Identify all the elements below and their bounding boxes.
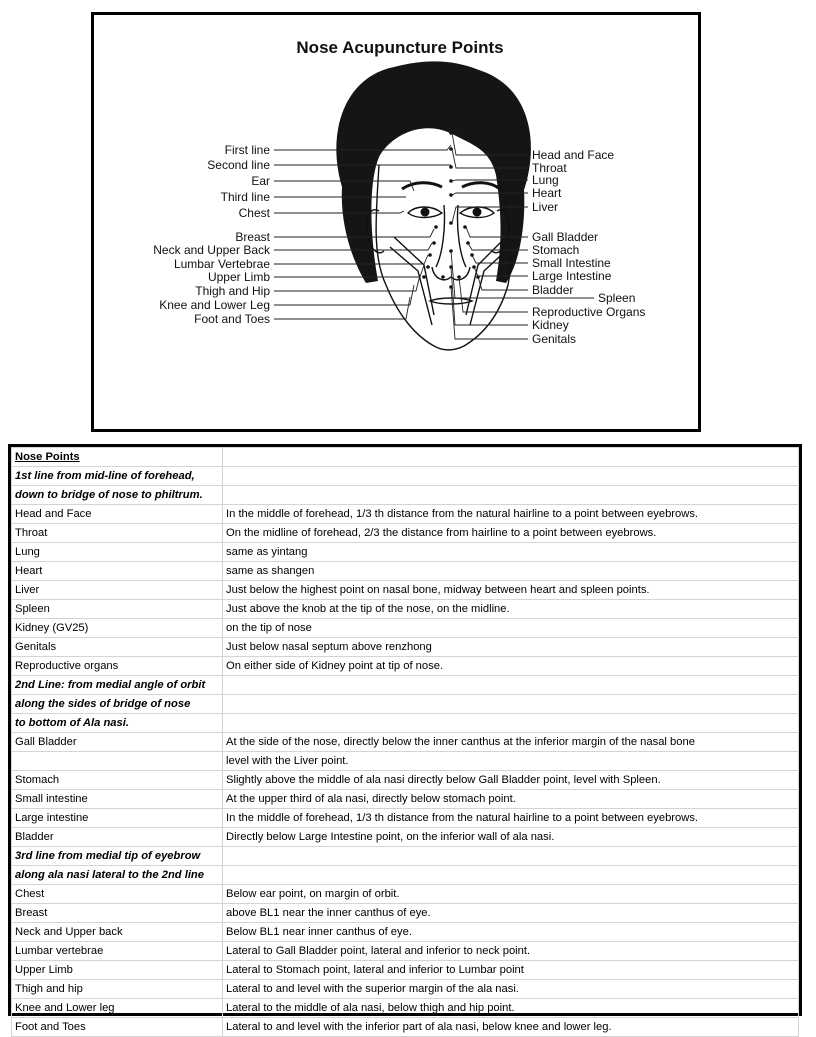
table-row bbox=[12, 999, 799, 1018]
point-name-cell: Kidney (GV25) bbox=[12, 619, 223, 638]
section-heading-row bbox=[12, 847, 799, 866]
point-description-cell bbox=[223, 467, 799, 486]
table-row bbox=[12, 752, 799, 771]
leader-line bbox=[459, 277, 528, 312]
table-row bbox=[12, 1018, 799, 1037]
diagram-right-label: Heart bbox=[532, 186, 562, 200]
table-row bbox=[12, 733, 799, 752]
table-row bbox=[12, 942, 799, 961]
table-header-row bbox=[12, 448, 799, 467]
point-description-cell: At the upper third of ala nasi, directly below stomach point. bbox=[223, 790, 799, 809]
right-pupil bbox=[473, 208, 482, 217]
diagram-right-label: Lung bbox=[532, 173, 559, 187]
point-description-cell: on the tip of nose bbox=[223, 619, 799, 638]
point-description-cell bbox=[223, 714, 799, 733]
left-eyebrow bbox=[402, 183, 442, 189]
table-row bbox=[12, 524, 799, 543]
table-row bbox=[12, 543, 799, 562]
point-description-cell: same as shangen bbox=[223, 562, 799, 581]
point-name-cell: along ala nasi lateral to the 2nd line bbox=[12, 866, 223, 885]
right-eyebrow bbox=[462, 183, 500, 189]
point-description-cell: Directly below Large Intestine point, on the inferior wall of ala nasi. bbox=[223, 828, 799, 847]
diagram-left-label: Second line bbox=[207, 158, 270, 172]
diagram-right-label: Head and Face bbox=[532, 148, 615, 162]
section-heading-row bbox=[12, 695, 799, 714]
table-row bbox=[12, 980, 799, 999]
diagram-left-label: Knee and Lower Leg bbox=[159, 298, 270, 312]
table-row bbox=[12, 600, 799, 619]
diagram-left-label: First line bbox=[224, 143, 270, 157]
left-label-group bbox=[153, 143, 451, 326]
point-description-cell bbox=[223, 847, 799, 866]
diagram-left-label: Breast bbox=[235, 230, 270, 244]
diagram-title: Nose Acupuncture Points bbox=[296, 38, 504, 57]
diagram-right-label: Large Intestine bbox=[532, 269, 612, 283]
point-name-cell: Large intestine bbox=[12, 809, 223, 828]
diagram-left-label: Lumbar Vertebrae bbox=[173, 257, 270, 271]
point-description-cell: Below ear point, on margin of orbit. bbox=[223, 885, 799, 904]
table-row bbox=[12, 790, 799, 809]
table-row bbox=[12, 961, 799, 980]
diagram-left-label: Upper Limb bbox=[207, 270, 270, 284]
section-heading-row bbox=[12, 467, 799, 486]
point-description-cell: Slightly above the middle of ala nasi directly below Gall Bladder point, level with Spleen. bbox=[223, 771, 799, 790]
point-name-cell: Lumbar vertebrae bbox=[12, 942, 223, 961]
leader-line bbox=[274, 285, 414, 305]
point-name-cell: 1st line from mid-line of forehead, bbox=[12, 467, 223, 486]
point-name-cell: Gall Bladder bbox=[12, 733, 223, 752]
point-description-cell: level with the Liver point. bbox=[223, 752, 799, 771]
leader-line bbox=[274, 265, 424, 277]
point-description-cell: At the side of the nose, directly below the inner canthus at the inferior margin of the nasal bone bbox=[223, 733, 799, 752]
section-heading-row bbox=[12, 486, 799, 505]
left-pupil bbox=[421, 208, 430, 217]
diagram-left-label: Ear bbox=[251, 174, 270, 188]
table-panel bbox=[8, 444, 802, 1033]
table-header-cell: Nose Points bbox=[12, 448, 223, 467]
point-description-cell bbox=[223, 676, 799, 695]
table-row bbox=[12, 619, 799, 638]
point-name-cell: Spleen bbox=[12, 600, 223, 619]
diagram-right-label: Throat bbox=[532, 161, 567, 175]
diagram-left-label: Third line bbox=[220, 190, 270, 204]
table-row bbox=[12, 657, 799, 676]
diagram-right-label: Genitals bbox=[532, 332, 577, 346]
point-name-cell: Foot and Toes bbox=[12, 1018, 223, 1037]
point-description-cell: same as yintang bbox=[223, 543, 799, 562]
point-name-cell: Thigh and hip bbox=[12, 980, 223, 999]
diagram-right-label: Gall Bladder bbox=[532, 230, 599, 244]
face-illustration bbox=[336, 61, 531, 350]
point-description-cell: In the middle of forehead, 1/3 th distance from the natural hairline to a point between eyebrows. bbox=[223, 505, 799, 524]
point-name-cell: 2nd Line: from medial angle of orbit bbox=[12, 676, 223, 695]
point-name-cell: Heart bbox=[12, 562, 223, 581]
diagram-right-label: Small Intestine bbox=[532, 256, 611, 270]
point-description-cell: Lateral to the middle of ala nasi, below thigh and hip point. bbox=[223, 999, 799, 1018]
section-heading-row bbox=[12, 714, 799, 733]
diagram-left-label: Neck and Upper Back bbox=[153, 243, 270, 257]
diagram-right-label: Reproductive Organs bbox=[532, 305, 646, 319]
point-description-cell: On the midline of forehead, 2/3 the distance from hairline to a point between eyebrows. bbox=[223, 524, 799, 543]
point-name-cell: Bladder bbox=[12, 828, 223, 847]
point-name-cell: Genitals bbox=[12, 638, 223, 657]
point-name-cell: Chest bbox=[12, 885, 223, 904]
point-name-cell: Upper Limb bbox=[12, 961, 223, 980]
table-row bbox=[12, 638, 799, 657]
point-name-cell: 3rd line from medial tip of eyebrow bbox=[12, 847, 223, 866]
point-name-cell: Stomach bbox=[12, 771, 223, 790]
point-name-cell bbox=[12, 752, 223, 771]
point-description-cell: Just above the knob at the tip of the nose, on the midline. bbox=[223, 600, 799, 619]
diagram-right-label: Bladder bbox=[532, 283, 574, 297]
point-description-cell: On either side of Kidney point at tip of nose. bbox=[223, 657, 799, 676]
diagram-panel bbox=[91, 12, 701, 432]
nose-points-table bbox=[11, 447, 799, 1037]
table-row bbox=[12, 885, 799, 904]
point-description-cell: Lateral to and level with the inferior part of ala nasi, below knee and lower leg. bbox=[223, 1018, 799, 1037]
point-name-cell: Breast bbox=[12, 904, 223, 923]
point-name-cell: Liver bbox=[12, 581, 223, 600]
leader-line bbox=[274, 211, 404, 213]
point-name-cell: Throat bbox=[12, 524, 223, 543]
point-name-cell: to bottom of Ala nasi. bbox=[12, 714, 223, 733]
leader-line bbox=[451, 287, 528, 339]
table-row bbox=[12, 904, 799, 923]
diagram-left-label: Chest bbox=[238, 206, 270, 220]
point-name-cell: Head and Face bbox=[12, 505, 223, 524]
table-row bbox=[12, 923, 799, 942]
table-row bbox=[12, 771, 799, 790]
point-description-cell bbox=[223, 486, 799, 505]
point-description-cell: Just below nasal septum above renzhong bbox=[223, 638, 799, 657]
point-description-cell: Lateral to Gall Bladder point, lateral and inferior to neck point. bbox=[223, 942, 799, 961]
point-description-cell: Lateral to Stomach point, lateral and inferior to Lumbar point bbox=[223, 961, 799, 980]
mouth bbox=[430, 298, 472, 304]
section-heading-row bbox=[12, 676, 799, 695]
diagram-right-label: Spleen bbox=[598, 291, 636, 305]
table-row bbox=[12, 828, 799, 847]
point-name-cell: down to bridge of nose to philtrum. bbox=[12, 486, 223, 505]
point-name-cell: along the sides of bridge of nose bbox=[12, 695, 223, 714]
table-row bbox=[12, 562, 799, 581]
diagram-right-label: Stomach bbox=[532, 243, 580, 257]
point-name-cell: Reproductive organs bbox=[12, 657, 223, 676]
diagram-left-label: Thigh and Hip bbox=[195, 284, 270, 298]
section-heading-row bbox=[12, 866, 799, 885]
right-label-group bbox=[451, 133, 645, 346]
point-description-cell: In the middle of forehead, 1/3 th distance from the natural hairline to a point between eyebrows. bbox=[223, 809, 799, 828]
diagram-right-label: Liver bbox=[532, 200, 559, 214]
point-name-cell: Small intestine bbox=[12, 790, 223, 809]
diagram-right-label: Kidney bbox=[532, 318, 569, 332]
point-description-cell: above BL1 near the inner canthus of eye. bbox=[223, 904, 799, 923]
point-name-cell: Lung bbox=[12, 543, 223, 562]
point-name-cell: Knee and Lower leg bbox=[12, 999, 223, 1018]
point-description-cell: Lateral to and level with the superior margin of the ala nasi. bbox=[223, 980, 799, 999]
point-description-cell: Just below the highest point on nasal bone, midway between heart and spleen points. bbox=[223, 581, 799, 600]
diagram-left-label: Foot and Toes bbox=[194, 312, 270, 326]
table-row bbox=[12, 505, 799, 524]
point-name-cell: Neck and Upper back bbox=[12, 923, 223, 942]
table-row bbox=[12, 581, 799, 600]
point-description-cell: Below BL1 near inner canthus of eye. bbox=[223, 923, 799, 942]
point-description-cell bbox=[223, 695, 799, 714]
leader-line bbox=[274, 297, 410, 319]
face-diagram bbox=[94, 15, 698, 429]
table-empty-cell bbox=[223, 448, 799, 467]
point-description-cell bbox=[223, 866, 799, 885]
table-row bbox=[12, 809, 799, 828]
